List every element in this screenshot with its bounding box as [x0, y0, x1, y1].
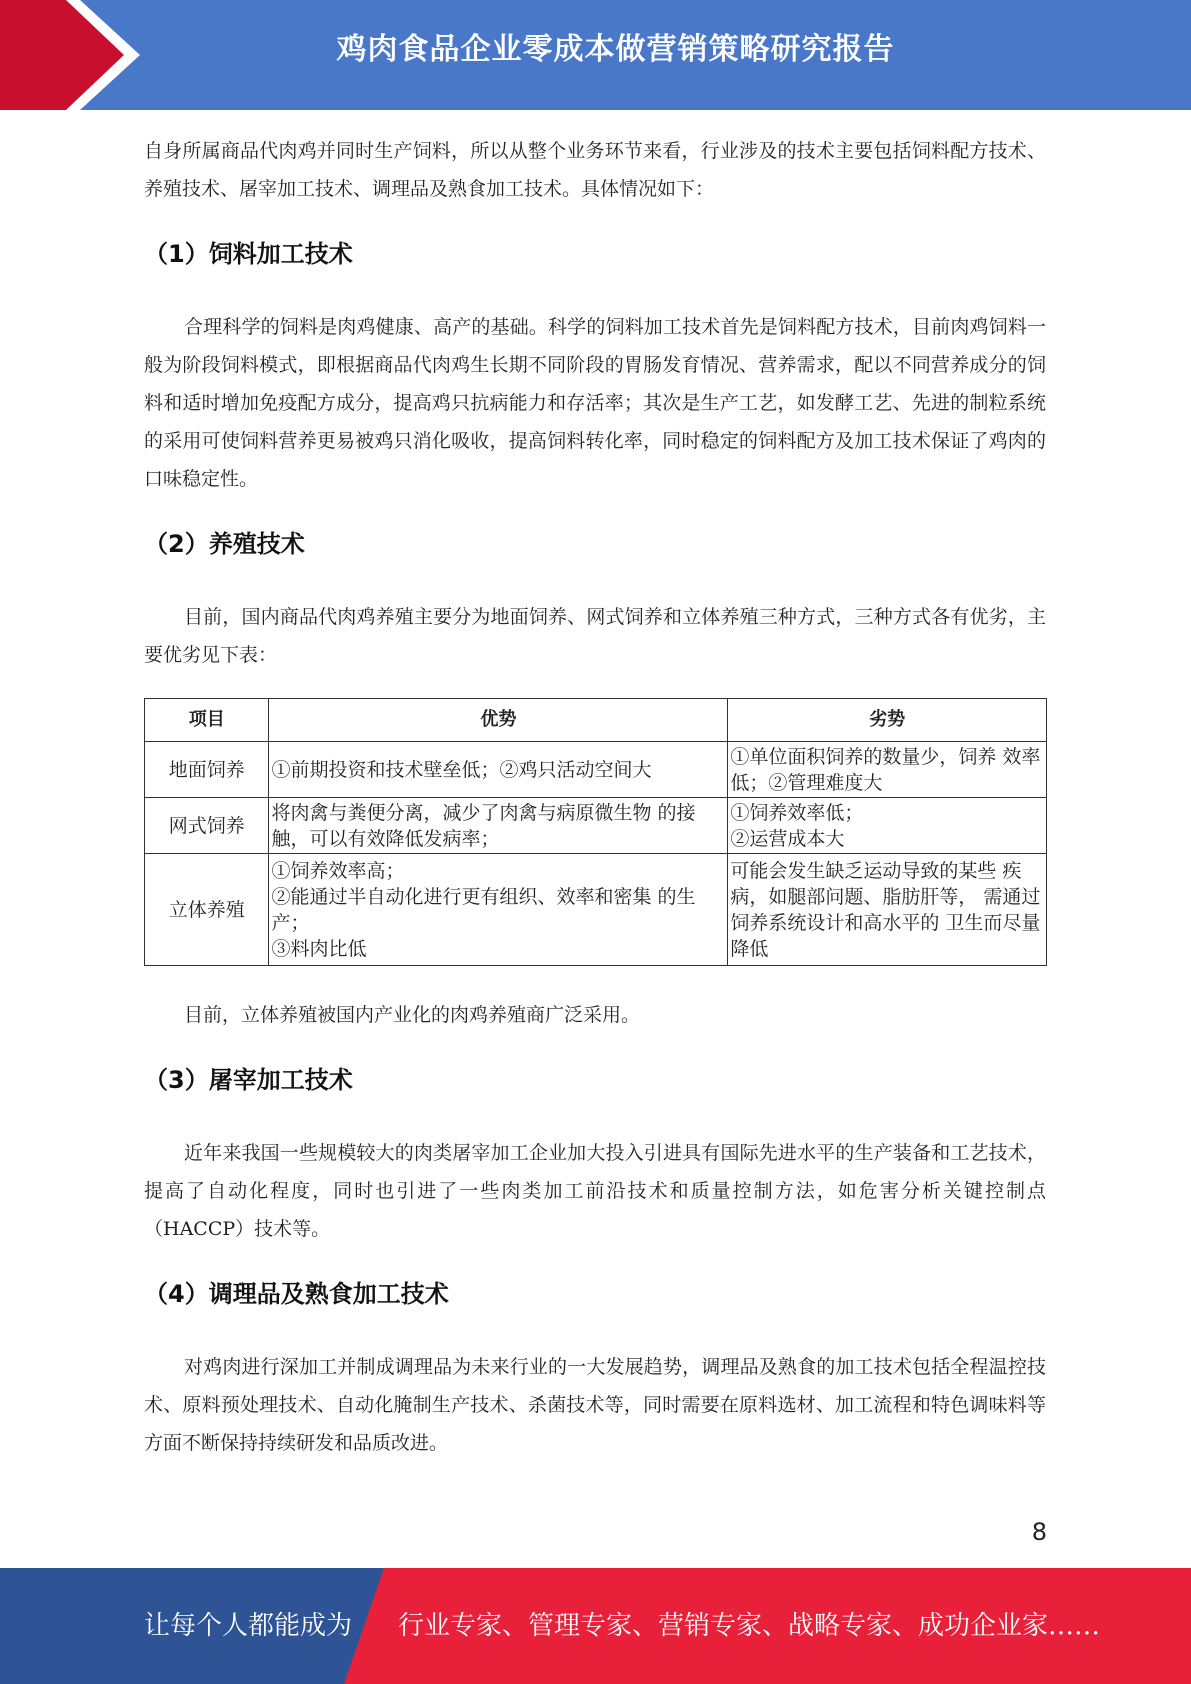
table-cell-line: ①饲养效率低； [730, 801, 864, 824]
table-cell-pros [269, 742, 728, 798]
table-cell-line: 将肉禽与粪便分离，减少了肉禽与病原微生物 的接触，可以有效降低发病率； [271, 801, 696, 850]
comparison-table [144, 698, 1047, 966]
table-cell-line: 可能会发生缺乏运动导致的某些 疾病，如腿部问题、脂肪肝等， 需通过饲养系统设计和高水平的 卫生而尽量降低 [730, 859, 1041, 960]
table-cell-cons [728, 798, 1047, 854]
section-paragraph-slaughter: 近年来我国一些规模较大的肉类屠宰加工企业加大投入引进具有国际先进水平的生产装备和工艺技术，提高了自动化程度，同时也引进了一些肉类加工前沿技术和质量控制方法，如危害分析关键控制点（HACCP）技术等。 [144, 1142, 1046, 1240]
table-header-item: 项目 [145, 699, 269, 742]
table-cell-item: 网式饲养 [145, 798, 269, 854]
page-number: 8 [1031, 1518, 1047, 1546]
footer-slogan-left: 让每个人都能成为 [144, 1611, 353, 1641]
table-cell-line: ②运营成本大 [730, 827, 845, 850]
table-cell-pros [269, 798, 728, 854]
table-cell-cons [728, 742, 1047, 798]
header-title: 鸡肉食品企业零成本做营销策略研究报告 [336, 32, 895, 67]
intro-paragraph: 自身所属商品代肉鸡并同时生产饲料，所以从整个业务环节来看，行业涉及的技术主要包括饲料配方技术、养殖技术、屠宰加工技术、调理品及熟食加工技术。具体情况如下： [144, 140, 1046, 200]
page-footer [0, 1568, 1191, 1684]
page-header [0, 0, 1191, 110]
table-cell-item: 立体养殖 [145, 854, 269, 966]
section-paragraph-processing: 对鸡肉进行深加工并制成调理品为未来行业的一大发展趋势，调理品及熟食的加工技术包括全程温控技术、原料预处理技术、自动化腌制生产技术、杀菌技术等，同时需要在原料选材、加工流程和特色调味料等方面不断保持持续研发和品质改进。 [144, 1356, 1046, 1454]
table-header-cons: 劣势 [728, 699, 1047, 742]
table-cell-item: 地面饲养 [145, 742, 269, 798]
section-heading-slaughter: （3）屠宰加工技术 [144, 1066, 353, 1094]
table-cell-cons [728, 854, 1047, 966]
document-body [144, 132, 1046, 1462]
table-cell-line: ②能通过半自动化进行更有组织、效率和密集 的生产； [271, 885, 696, 934]
section-heading-feed: （1）饲料加工技术 [144, 240, 353, 268]
table-cell-line: ①饲养效率高； [271, 859, 405, 882]
section-heading-processing: （4）调理品及熟食加工技术 [144, 1280, 449, 1308]
table-cell-pros [269, 854, 728, 966]
section-heading-breeding: （2）养殖技术 [144, 530, 305, 558]
table-cell-line: ①前期投资和技术壁垒低；②鸡只活动空间大 [271, 758, 652, 781]
table-header-pros: 优势 [269, 699, 728, 742]
section-paragraph-feed: 合理科学的饲料是肉鸡健康、高产的基础。科学的饲料加工技术首先是饲料配方技术，目前肉鸡饲料一般为阶段饲料模式，即根据商品代肉鸡生长期不同阶段的胃肠发育情况、营养需求，配以不同营养成分的饲料和适时增加免疫配方成分，提高鸡只抗病能力和存活率；其次是生产工艺，如发酵工艺、先进的制粒系统的采用可使饲料营养更易被鸡只消化吸收，提高饲料转化率，同时稳定的饲料配方及加工技术保证了鸡肉的口味稳定性。 [144, 316, 1046, 490]
header-arrow-graphic [0, 0, 160, 110]
table-row [145, 742, 1047, 798]
table-row [145, 854, 1047, 966]
section-paragraph-breeding: 目前，国内商品代肉鸡养殖主要分为地面饲养、网式饲养和立体养殖三种方式，三种方式各有优劣，主要优劣见下表： [144, 606, 1046, 666]
table-header-row [145, 699, 1047, 742]
table-cell-line: ③料肉比低 [271, 937, 367, 960]
table-cell-line: ①单位面积饲养的数量少，饲养 效率低；②管理难度大 [730, 745, 1041, 794]
section-paragraph-breeding-after: 目前，立体养殖被国内产业化的肉鸡养殖商广泛采用。 [184, 1004, 641, 1026]
table-row [145, 798, 1047, 854]
footer-slogan-right: 行业专家、管理专家、营销专家、战略专家、成功企业家…… [398, 1611, 1101, 1641]
